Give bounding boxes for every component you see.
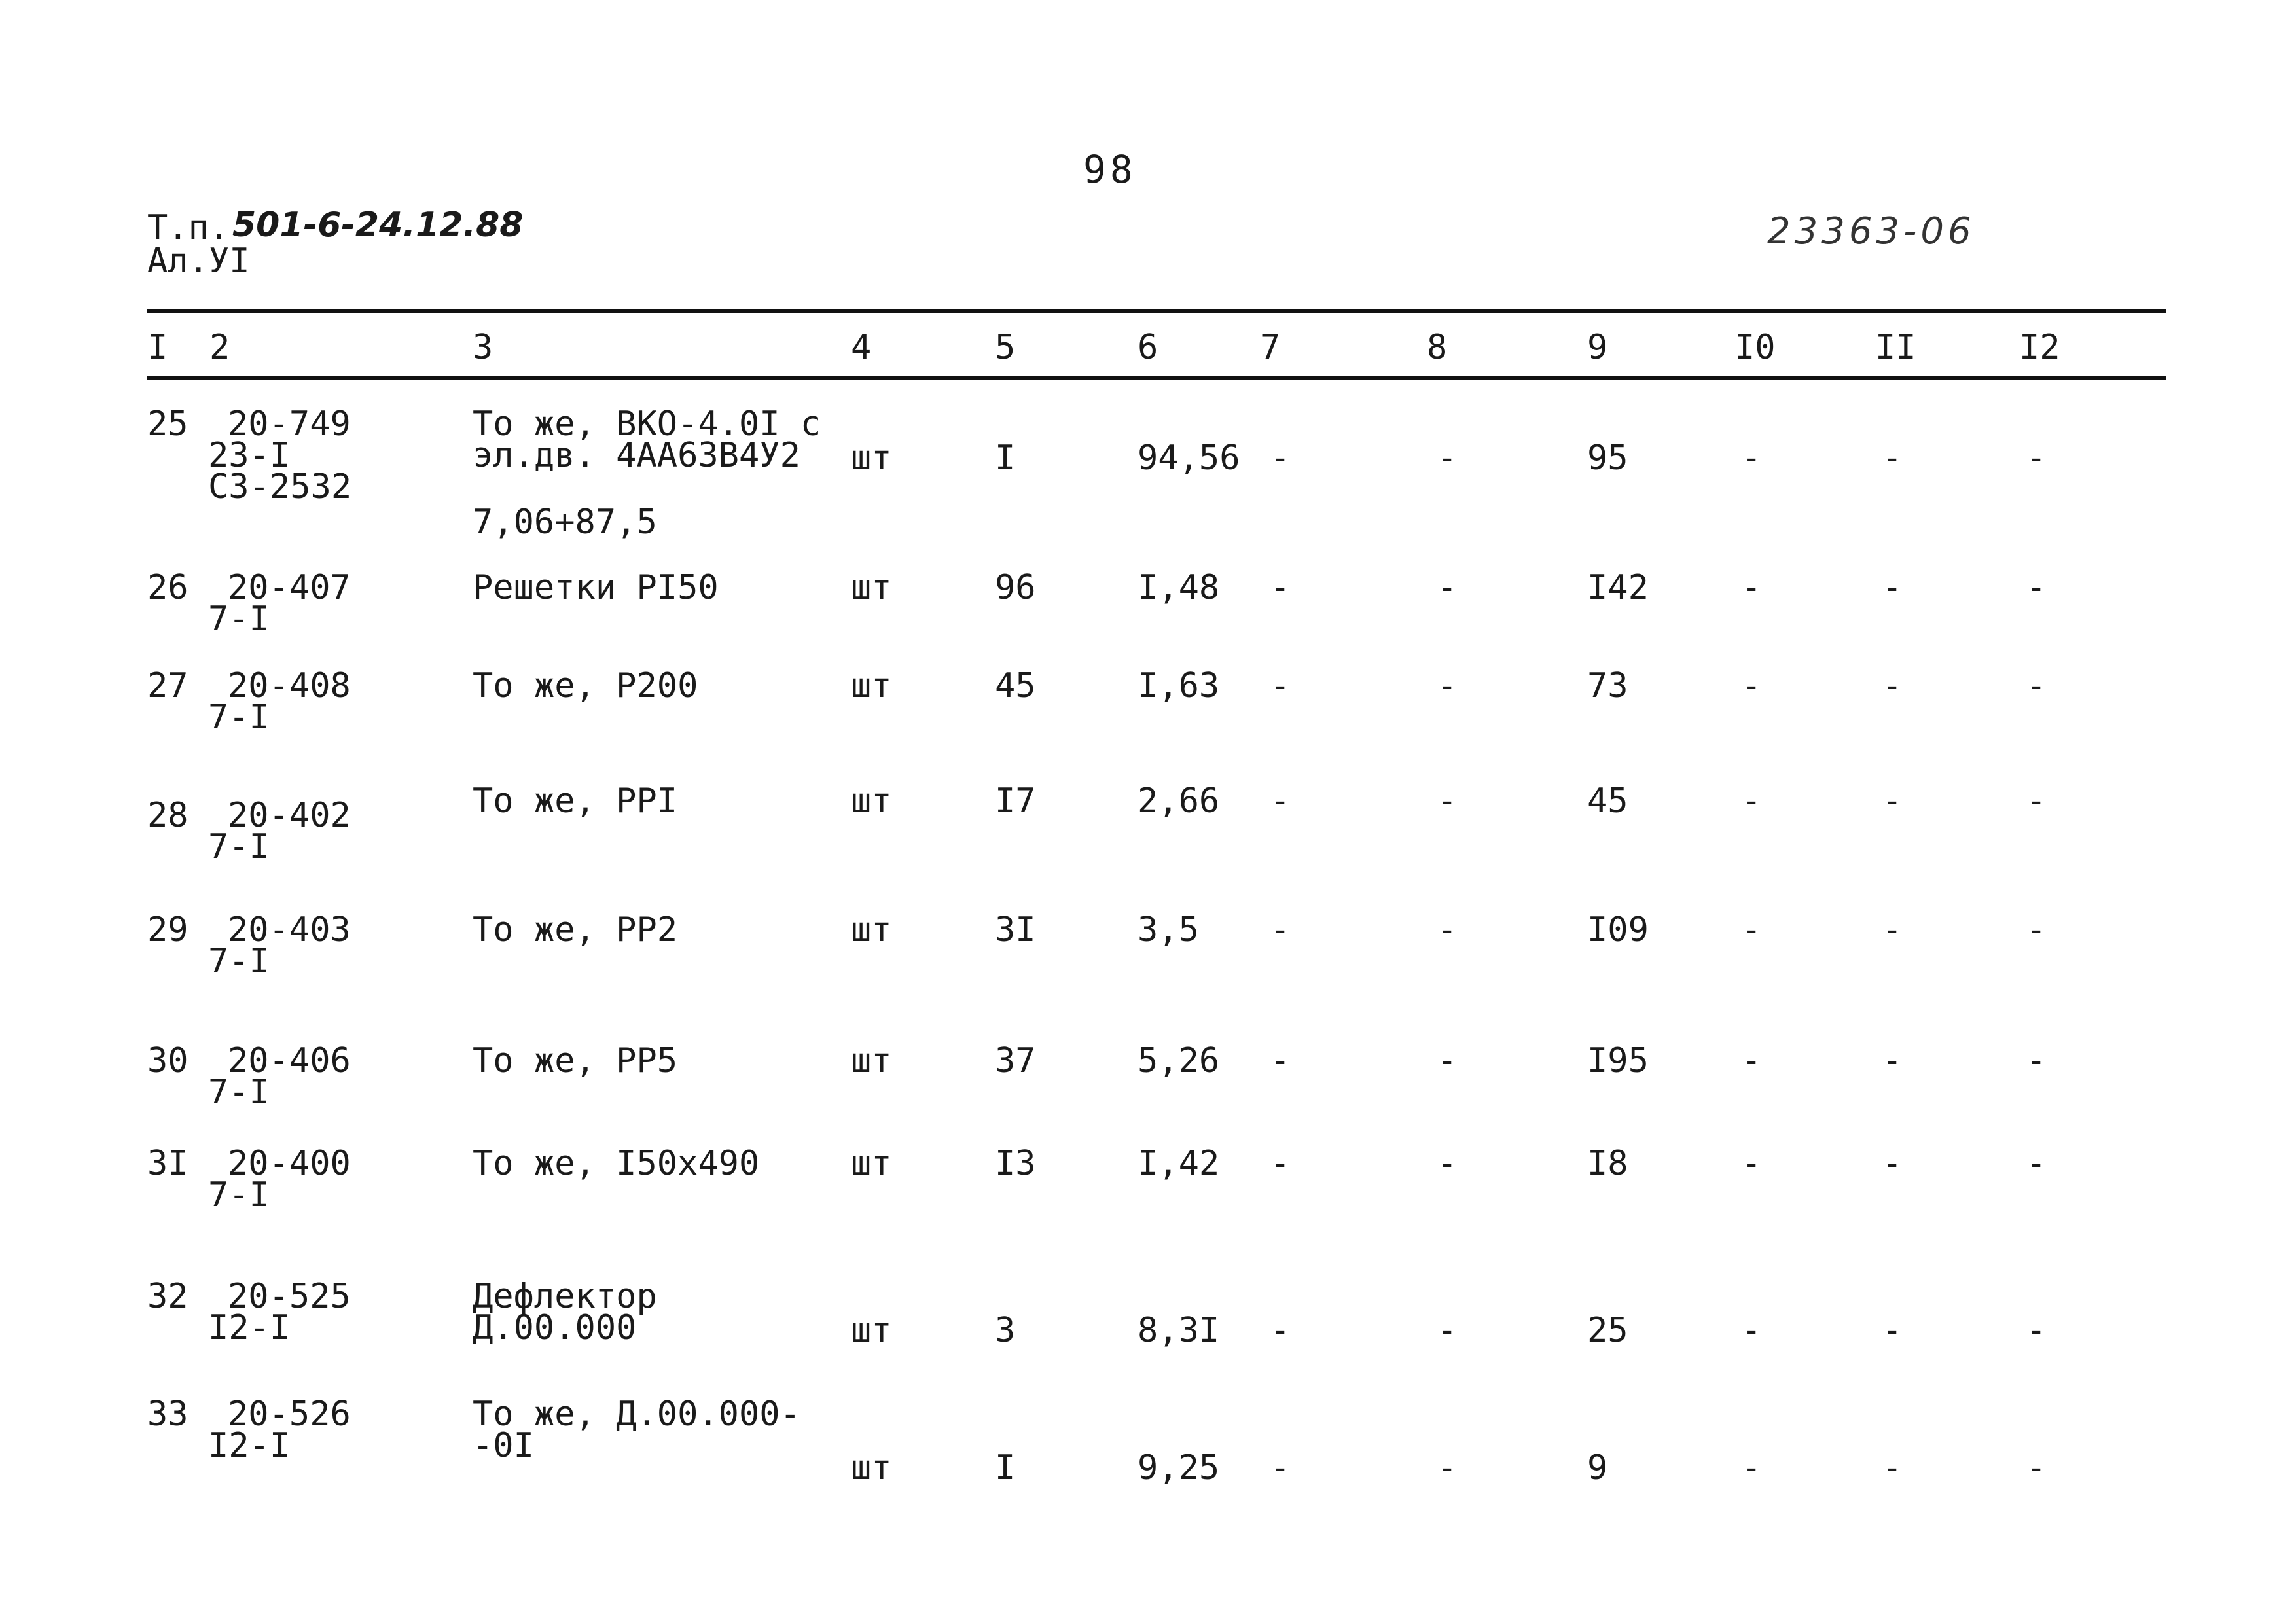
project-prefix: Т.п. [147,208,230,247]
quantity: I [995,1448,1016,1488]
unit: шт [851,568,892,607]
item-name: Д.00.000 [473,1308,637,1347]
price-code: 20-403 [228,910,351,950]
col7-value: - [1270,781,1291,821]
col12-value: - [2026,666,2047,705]
unit-price: 5,26 [1138,1041,1220,1080]
col8-value: - [1437,438,1458,478]
col12-value: - [2026,1448,2047,1488]
column-header: II [1875,328,1916,367]
unit-price: I,48 [1138,568,1220,607]
column-header: 5 [995,328,1016,367]
col8-value: - [1437,1311,1458,1350]
unit: шт [851,781,892,821]
col11-value: - [1882,438,1903,478]
col9-value: I09 [1587,910,1649,950]
col9-value: I42 [1587,568,1649,607]
quantity: I7 [995,781,1036,821]
col12-value: - [2026,1311,2047,1350]
col7-value: - [1270,666,1291,705]
col11-value: - [1882,1448,1903,1488]
col12-value: - [2026,438,2047,478]
col9-value: I8 [1587,1144,1628,1183]
quantity: I3 [995,1144,1036,1183]
price-code: С3-2532 [208,467,352,507]
column-header: 2 [209,328,230,367]
quantity: 3 [995,1311,1016,1350]
row-number: 25 [147,404,188,444]
quantity: 3I [995,910,1036,950]
price-code: 7-I [208,1073,270,1112]
column-header: 6 [1138,328,1158,367]
col11-value: - [1882,781,1903,821]
unit: шт [851,1041,892,1080]
col12-value: - [2026,568,2047,607]
unit: шт [851,438,892,478]
price-code: I2-I [208,1308,291,1347]
document-code: 23363-06 [1767,210,1975,253]
col7-value: - [1270,1041,1291,1080]
table-top-rule [147,309,2166,313]
col12-value: - [2026,1144,2047,1183]
unit-price: 94,56 [1138,438,1240,478]
table-header-rule [147,376,2166,380]
price-code: I2-I [208,1426,291,1465]
unit-price: I,42 [1138,1144,1220,1183]
col11-value: - [1882,1311,1903,1350]
col11-value: - [1882,1041,1903,1080]
item-name: То же, Р200 [473,666,698,705]
col11-value: - [1882,1144,1903,1183]
col9-value: I95 [1587,1041,1649,1080]
column-header: 9 [1587,328,1608,367]
row-number: 3I [147,1144,188,1183]
price-code: 23-I [208,436,291,475]
album-label: Ал.УI [147,241,250,281]
col10-value: - [1741,910,1762,950]
column-header: I [147,328,168,367]
col10-value: - [1741,1144,1762,1183]
price-code: 20-400 [228,1144,351,1183]
row-number: 27 [147,666,188,705]
column-header: 4 [851,328,872,367]
unit: шт [851,1144,892,1183]
price-code: 20-402 [228,796,351,835]
item-name: То же, Д.00.000- [473,1395,800,1434]
col10-value: - [1741,1448,1762,1488]
quantity: I [995,438,1016,478]
row-number: 33 [147,1395,188,1434]
price-code: 20-406 [228,1041,351,1080]
unit-price: I,63 [1138,666,1220,705]
col7-value: - [1270,568,1291,607]
quantity: 96 [995,568,1036,607]
col10-value: - [1741,568,1762,607]
page-number: 98 [1083,147,1137,192]
column-header: 7 [1260,328,1281,367]
col9-value: 9 [1587,1448,1608,1488]
row-number: 30 [147,1041,188,1080]
col8-value: - [1437,1041,1458,1080]
price-code: 20-526 [228,1395,351,1434]
item-name: Решетки РI50 [473,568,719,607]
unit: шт [851,1311,892,1350]
item-name: То же, I50х490 [473,1144,760,1183]
row-number: 28 [147,796,188,835]
col7-value: - [1270,910,1291,950]
col7-value: - [1270,1448,1291,1488]
price-code: 20-749 [228,404,351,444]
col11-value: - [1882,666,1903,705]
col10-value: - [1741,1311,1762,1350]
col8-value: - [1437,781,1458,821]
column-header: I2 [2019,328,2060,367]
col8-value: - [1437,1144,1458,1183]
unit: шт [851,1448,892,1488]
col10-value: - [1741,666,1762,705]
item-name: То же, РР2 [473,910,678,950]
col11-value: - [1882,568,1903,607]
item-name: -0I [473,1426,534,1465]
col7-value: - [1270,1144,1291,1183]
unit-price: 3,5 [1138,910,1199,950]
price-code: 7-I [208,599,270,639]
unit-price: 9,25 [1138,1448,1220,1488]
col9-value: 45 [1587,781,1628,821]
price-code: 7-I [208,698,270,737]
row-number: 32 [147,1277,188,1316]
col9-value: 25 [1587,1311,1628,1350]
col12-value: - [2026,910,2047,950]
col7-value: - [1270,1311,1291,1350]
unit: шт [851,910,892,950]
row-number: 29 [147,910,188,950]
unit-price: 2,66 [1138,781,1220,821]
col9-value: 95 [1587,438,1628,478]
unit-price: 8,3I [1138,1311,1220,1350]
column-header: 3 [473,328,493,367]
price-code: 20-407 [228,568,351,607]
col8-value: - [1437,568,1458,607]
item-name: То же, PPI [473,781,678,821]
row-number: 26 [147,568,188,607]
col8-value: - [1437,910,1458,950]
col10-value: - [1741,438,1762,478]
price-code: 20-408 [228,666,351,705]
price-code: 7-I [208,1175,270,1215]
item-name: 7,06+87,5 [473,503,657,542]
item-name: эл.дв. 4АА63В4У2 [473,436,800,475]
item-name: То же, РР5 [473,1041,678,1080]
item-name: То же, ВКО-4.0I с [473,404,821,444]
col12-value: - [2026,1041,2047,1080]
quantity: 37 [995,1041,1036,1080]
price-code: 7-I [208,942,270,981]
col8-value: - [1437,666,1458,705]
col12-value: - [2026,781,2047,821]
quantity: 45 [995,666,1036,705]
price-code: 20-525 [228,1277,351,1316]
price-code: 7-I [208,827,270,866]
item-name: Дефлектор [473,1277,657,1316]
column-header: 8 [1427,328,1448,367]
project-number-handwritten: 501-6-24.12.88 [232,205,524,245]
col8-value: - [1437,1448,1458,1488]
col11-value: - [1882,910,1903,950]
unit: шт [851,666,892,705]
column-header: I0 [1734,328,1776,367]
col9-value: 73 [1587,666,1628,705]
col10-value: - [1741,1041,1762,1080]
col10-value: - [1741,781,1762,821]
col7-value: - [1270,438,1291,478]
